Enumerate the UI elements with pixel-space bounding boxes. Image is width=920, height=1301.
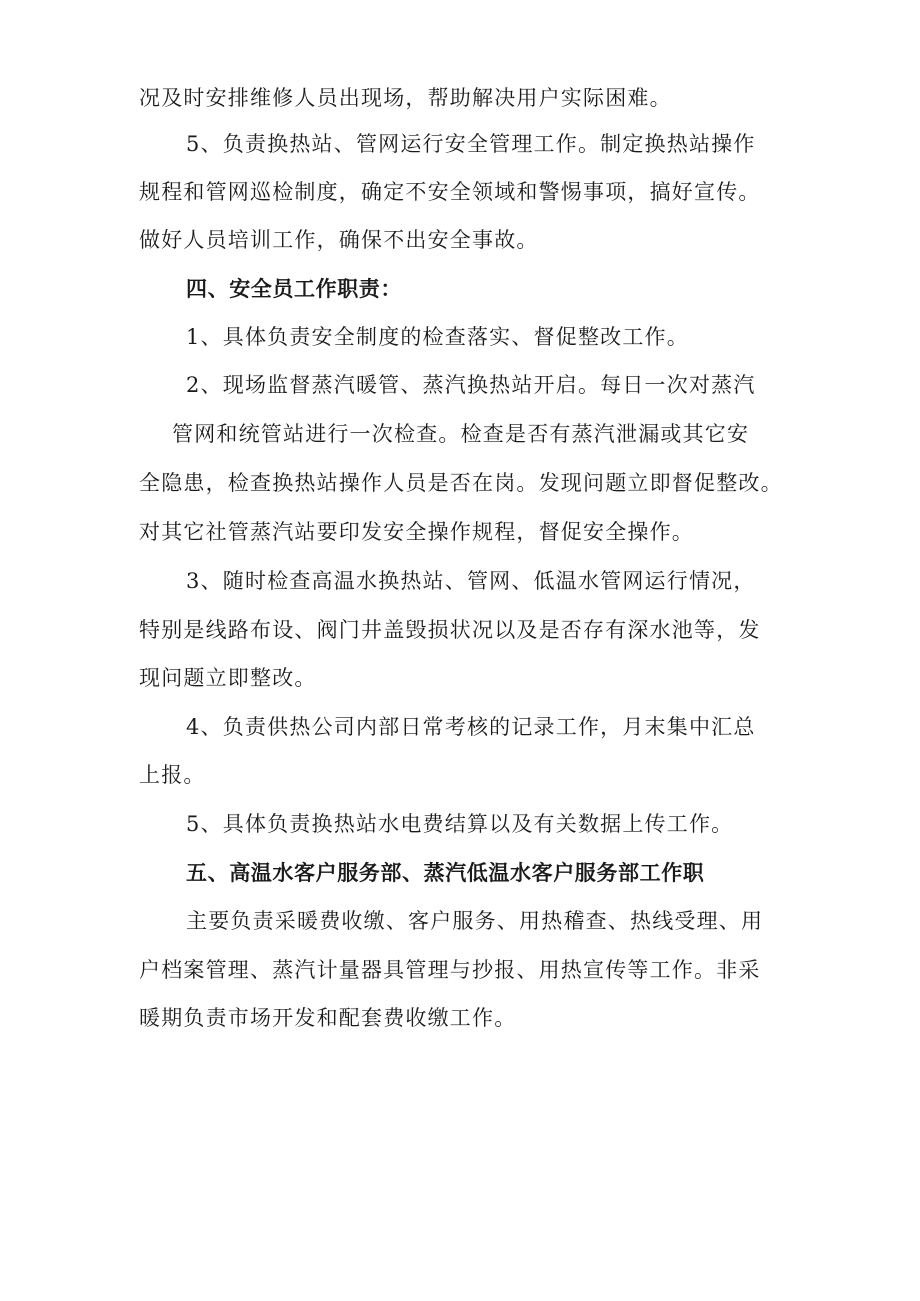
- section5-body-line-1: 主要负责采暖费收缴、客户服务、用热稽查、热线受理、用: [186, 909, 764, 933]
- item-5-line-3: 做好人员培训工作，确保不出安全事故。: [139, 228, 539, 252]
- item-5-line-1: 5、负责换热站、管网运行安全管理工作。制定换热站操作: [186, 132, 756, 156]
- section4-item-2-line-4: 对其它社管蒸汽站要印发安全操作规程，督促安全操作。: [139, 520, 694, 544]
- section4-item-3-line-2: 特别是线路布设、阀门井盖毁损状况以及是否存有深水池等，发: [139, 618, 761, 642]
- section4-item-3-line-3: 现问题立即整改。: [139, 666, 317, 690]
- section4-item-2-line-2: 管网和统管站进行一次检查。检查是否有蒸汽泄漏或其它安: [172, 422, 750, 446]
- section-heading-4: 四、安全员工作职责：: [186, 277, 402, 301]
- section-heading-5: 五、高温水客户服务部、蒸汽低温水客户服务部工作职: [186, 861, 705, 885]
- section4-item-4-line-1: 4、负责供热公司内部日常考核的记录工作，月末集中汇总: [186, 715, 756, 739]
- section4-item-3-line-1: 3、随时检查高温水换热站、管网、低温水管网运行情况，: [186, 569, 756, 593]
- section4-item-5: 5、具体负责换热站水电费结算以及有关数据上传工作。: [186, 812, 734, 836]
- section4-item-2-line-3: 全隐患，检查换热站操作人员是否在岗。发现问题立即督促整改。: [139, 471, 783, 495]
- section5-body-line-3: 暖期负责市场开发和配套费收缴工作。: [139, 1006, 517, 1030]
- paragraph-line-continuation: 况及时安排维修人员出现场，帮助解决用户实际困难。: [139, 86, 672, 110]
- section4-item-2-line-1: 2、现场监督蒸汽暖管、蒸汽换热站开启。每日一次对蒸汽: [186, 373, 756, 397]
- section4-item-1: 1、具体负责安全制度的检查落实、督促整改工作。: [186, 325, 689, 349]
- section5-body-line-2: 户档案管理、蒸汽计量器具管理与抄报、用热宣传等工作。非采: [139, 958, 761, 982]
- item-5-line-2: 规程和管网巡检制度，确定不安全领域和警惕事项，搞好宣传。: [139, 180, 761, 204]
- section4-item-4-line-2: 上报。: [139, 763, 206, 787]
